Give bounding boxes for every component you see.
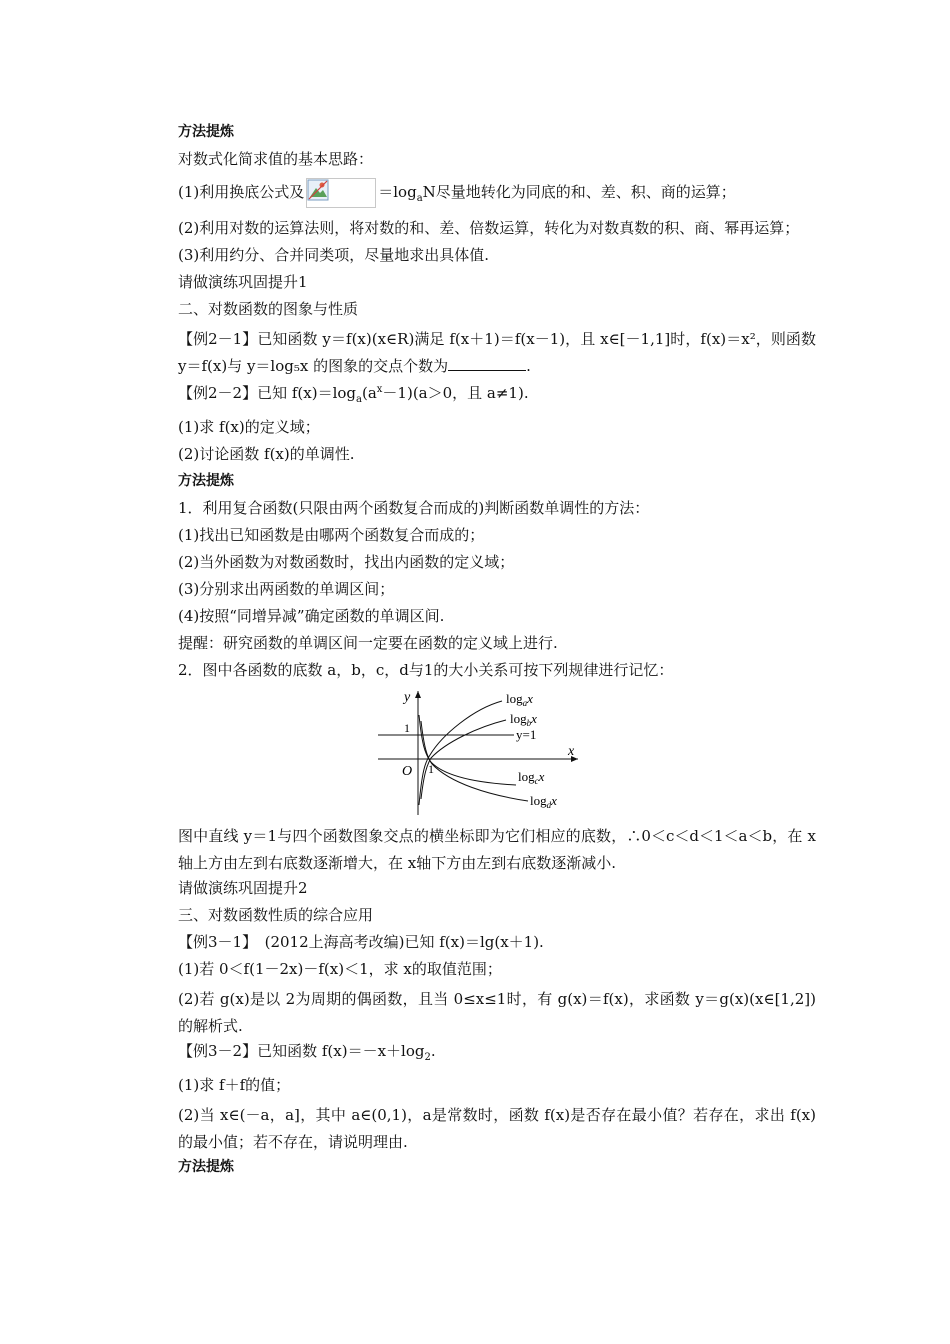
section-heading: 方法提炼 [178,1159,234,1175]
example-paragraph: 【例3－2】已知函数 $f(x)=-x+\log_2$. [178,1042,436,1063]
paragraph: (3)利用约分、合并同类项，尽量地求出具体值. [178,246,490,264]
log-functions-figure [146,687,816,817]
example-paragraph: 【例2－2】已知 $f(x)=\log_a(a^x-1)(a>0$，且 a≠1). [178,384,529,405]
y-equals-1-label: y=1 [516,727,537,742]
paragraph: 1．利用复合函数(只限由两个函数复合而成的)判断函数单调性的方法： [178,499,650,517]
paragraph: 请做演练巩固提升1 [178,273,308,291]
document-body [146,122,816,1184]
section-heading: 方法提炼 [178,124,234,140]
paragraph: (1)利用换底公式及 $=\log_aN$尽量地转化为同底的和、差、积、商的运算； [146,176,816,208]
example-paragraph: 【例3－1】 (2012上海高考改编)已知 f(x)＝lg(x＋1). [178,933,544,951]
paragraph: (2)当 x∈(－a，a]，其中 a∈(0,1)，a是常数时，函数 f(x)是否存在最小值？若存在，求出 f(x)的最小值；若不存在，请说明理由. [178,1106,816,1151]
y-axis-label: y [404,690,411,705]
origin-label: O [402,764,413,779]
paragraph: 图中直线 y＝1与四个函数图象交点的横坐标即为它们相应的底数，∴0＜c＜d＜1＜a＜b，在 x轴上方由左到右底数逐渐增大，在 x轴下方由左到右底数逐渐减小. [178,827,816,872]
paragraph: (1)求 f＋f的值； [178,1076,291,1094]
paragraph: (2)当外函数为对数函数时，找出内函数的定义域； [178,553,515,571]
paragraph: 提醒：研究函数的单调区间一定要在函数的定义域上进行. [178,634,558,652]
y-axis-arrow [415,691,421,698]
example-paragraph: 【例2－1】已知函数 y＝f(x)(x∈R)满足 f(x＋1)＝f(x－1)，且 x∈[－1,1]时，f(x)＝x²，则函数 y＝f(x)与 y＝log₅x 的图象的交点个数为 . [178,330,816,375]
section-title: 三、对数函数性质的综合应用 [178,906,374,924]
curve-label-d: $\log_dx$ [530,793,557,810]
paragraph: (1)若 0＜f(1－2x)－f(x)＜1，求 x的取值范围； [178,960,502,978]
paragraph: 2．图中各函数的底数 a，b，c，d与1的大小关系可按下列规律进行记忆： [178,661,674,679]
paragraph: 请做演练巩固提升2 [178,879,308,897]
section-heading: 方法提炼 [178,473,234,489]
curve-log-d [421,721,528,801]
x-one-label: 1 [428,762,434,776]
paragraph: (2)若 g(x)是以 2为周期的偶函数，且当 0≤x≤1时，有 g(x)＝f(x)，求函数 y＝g(x)(x∈[1,2])的解析式. [178,990,816,1035]
paragraph: (2)讨论函数 f(x)的单调性. [178,445,355,463]
paragraph: 对数式化简求值的基本思路： [178,150,374,168]
curve-label-a: $\log_ax$ [506,691,533,708]
broken-image-icon [306,178,376,208]
curve-label-b: $\log_bx$ [510,711,537,728]
curve-label-c: $\log_cx$ [518,769,545,786]
paragraph: (1)找出已知函数是由哪两个函数复合而成的； [178,526,485,544]
curve-log-a [419,701,502,805]
log-graph [378,687,588,817]
paragraph: (2)利用对数的运算法则，将对数的和、差、倍数运算，转化为对数真数的积、商、幂再运算； [178,219,800,237]
section-title: 二、对数函数的图象与性质 [178,300,359,318]
y-one-label: 1 [404,721,410,735]
x-axis-label: x [568,744,575,759]
answer-blank [448,356,526,371]
paragraph: (3)分别求出两函数的单调区间； [178,580,395,598]
paragraph: (1)求 f(x)的定义域； [178,418,320,436]
paragraph: (4)按照“同增异减”确定函数的单调区间. [178,607,445,625]
